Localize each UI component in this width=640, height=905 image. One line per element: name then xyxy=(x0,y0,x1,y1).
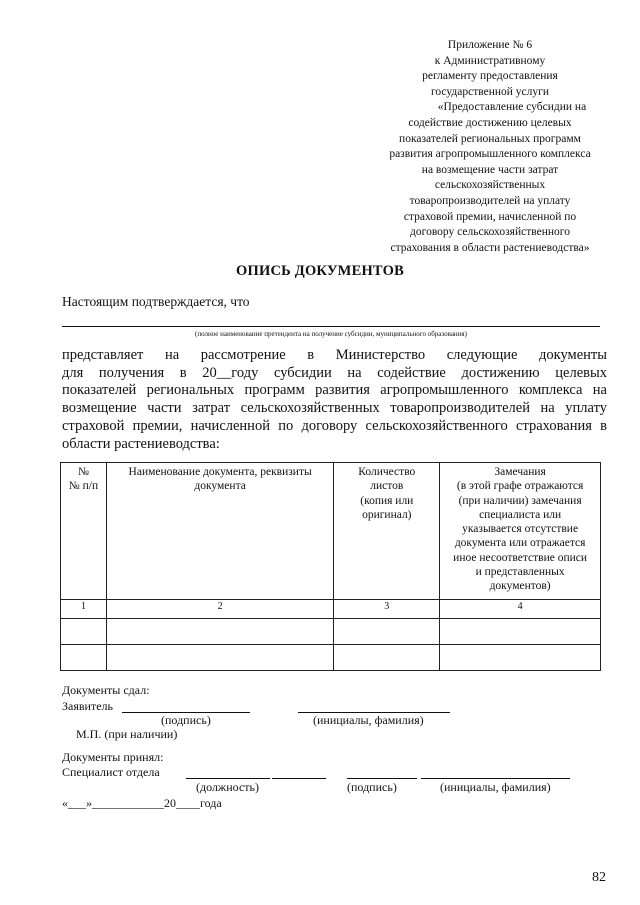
appendix-line: государственной услуги xyxy=(430,85,550,98)
table-row xyxy=(61,619,601,645)
body-line: области растениеводства: xyxy=(62,435,220,452)
appendix-line: развития агропромышленного комплекса xyxy=(389,148,591,161)
name-hint: (инициалы, фамилия) xyxy=(440,780,551,794)
appendix-line: договору сельскохозяйственного xyxy=(410,226,570,239)
table-cell[interactable] xyxy=(334,619,440,645)
document-title: ОПИСЬ ДОКУМЕНТОВ xyxy=(236,263,404,279)
table-cell[interactable] xyxy=(106,645,333,671)
table-cell[interactable] xyxy=(61,619,107,645)
appendix-block xyxy=(360,38,620,256)
table-cell[interactable] xyxy=(440,619,601,645)
header-remarks: Замечания (в этой графе отражаются (при наличии) замечания специалиста или указывается отсутствие документа или отражается иное несоответствие описи и представленных документов) xyxy=(440,463,601,600)
signature-hint: (подпись) xyxy=(347,780,397,794)
confirm-text: Настоящим подтверждается, что xyxy=(62,294,250,309)
specialist-signature-line[interactable] xyxy=(347,778,417,779)
table-cell[interactable] xyxy=(440,645,601,671)
position-hint: (должность) xyxy=(196,780,259,794)
table-header-row xyxy=(61,463,601,600)
stamp-note: М.П. (при наличии) xyxy=(76,727,178,741)
page-number: 82 xyxy=(592,870,606,885)
date-line[interactable]: «___»____________20____года xyxy=(62,796,222,810)
applicant-name-line[interactable] xyxy=(62,326,600,327)
appendix-line: товаропроизводителей на уплату xyxy=(409,194,571,207)
appendix-line: показателей региональных программ xyxy=(399,132,581,145)
appendix-line: страхования в области растениеводства» xyxy=(390,241,590,254)
specialist-name-line[interactable] xyxy=(421,778,570,779)
column-number: 2 xyxy=(106,600,333,619)
position-line-extra[interactable] xyxy=(272,778,326,779)
appendix-line: регламенту предоставления xyxy=(422,70,558,83)
body-paragraph xyxy=(62,347,607,453)
specialist-label: Специалист отдела xyxy=(62,765,160,779)
header-number: № № п/п xyxy=(61,463,107,600)
appendix-line: содействие достижению целевых xyxy=(408,116,572,129)
appendix-line: к Административному xyxy=(434,54,546,67)
handover-heading: Документы сдал: xyxy=(62,683,150,697)
body-line: для получения в 20__году субсидии на содействие достижению целевых xyxy=(62,364,607,381)
appendix-line: страховой премии, начисленной по xyxy=(403,210,577,223)
signature-hint: (подпись) xyxy=(161,713,211,727)
acceptance-heading: Документы принял: xyxy=(62,750,164,764)
header-sheet-count: Количество листов (копия или оригинал) xyxy=(334,463,440,600)
table-cell[interactable] xyxy=(61,645,107,671)
column-number: 4 xyxy=(440,600,601,619)
body-line: показателей региональных программ развития агропромышленного комплекса на xyxy=(62,382,607,399)
applicant-name-hint: (полное наименование претендента на получение субсидии, муниципального образования) xyxy=(195,330,467,338)
appendix-line: на возмещение части затрат xyxy=(421,163,559,176)
appendix-line: «Предоставление субсидии на xyxy=(437,101,587,114)
table-cell[interactable] xyxy=(106,619,333,645)
table-row xyxy=(61,645,601,671)
applicant-label: Заявитель xyxy=(62,699,113,713)
body-line: страховой премии, начисленной по договору сельскохозяйственного страхования в xyxy=(62,417,607,434)
body-line: возмещение части затрат сельскохозяйственных товаропроизводителей на уплату xyxy=(62,400,607,417)
appendix-line: Приложение № 6 xyxy=(447,39,533,51)
header-document-name: Наименование документа, реквизиты документа xyxy=(106,463,333,600)
table-cell[interactable] xyxy=(334,645,440,671)
documents-table xyxy=(60,462,601,671)
column-number: 1 xyxy=(61,600,107,619)
name-hint: (инициалы, фамилия) xyxy=(313,713,424,727)
body-line: представляет на рассмотрение в Министерство следующие документы xyxy=(62,347,607,363)
position-line[interactable] xyxy=(186,778,270,779)
table-column-numbers-row xyxy=(61,600,601,619)
column-number: 3 xyxy=(334,600,440,619)
appendix-line: сельскохозяйственных xyxy=(434,179,546,192)
